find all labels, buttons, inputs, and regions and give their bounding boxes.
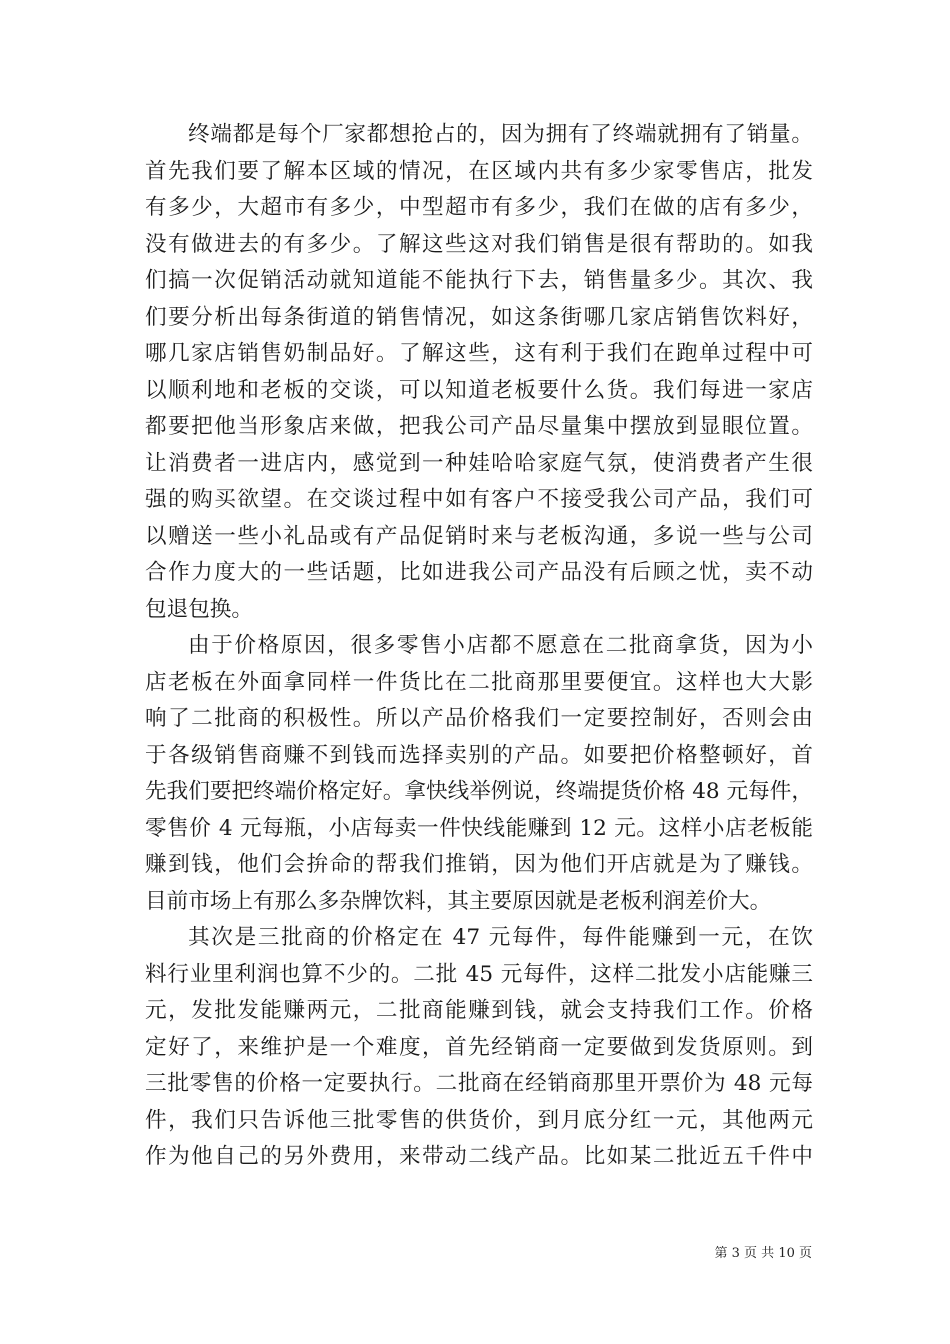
text-line: 合作力度大的一些话题，比如进我公司产品没有后顾之忧，卖不动: [145, 560, 813, 585]
text-line: 首先我们要了解本区域的情况，在区域内共有多少家零售店，批发: [145, 158, 813, 184]
text-line: 都要把他当形象店来做，把我公司产品尽量集中摆放到显眼位置。: [145, 414, 813, 439]
text-line: 三批零售的价格一定要执行。二批商在经销商那里开票价为 48 元每: [145, 1071, 813, 1096]
text-line: 终端都是每个厂家都想抢占的，因为拥有了终端就拥有了销量。: [188, 122, 813, 147]
text-line: 没有做进去的有多少。了解这些这对我们销售是很有帮助的。如我: [145, 231, 813, 257]
page-number: 第 3 页 共 10 页: [714, 1246, 812, 1261]
paragraph-2: [145, 628, 813, 920]
text-line: 响了二批商的积极性。所以产品价格我们一定要控制好，否则会由: [145, 706, 813, 731]
text-line: 强的购买欲望。在交谈过程中如有客户不接受我公司产品，我们可: [145, 487, 813, 512]
text-line: 们要分析出每条街道的销售情况，如这条街哪几家店销售饮料好，: [145, 304, 813, 330]
text-line: 元，发批发能赚两元，二批商能赚到钱，就会支持我们工作。价格: [145, 998, 813, 1023]
text-line: 们搞一次促销活动就知道能不能执行下去，销售量多少。其次、我: [145, 268, 813, 293]
text-line: 其次是三批商的价格定在 47 元每件，每件能赚到一元，在饮: [188, 925, 813, 950]
text-line: 料行业里利润也算不少的。二批 45 元每件，这样二批发小店能赚三: [145, 961, 813, 987]
text-line: 于各级销售商赚不到钱而选择卖别的产品。如要把价格整顿好，首: [145, 742, 813, 768]
text-line: 有多少，大超市有多少，中型超市有多少，我们在做的店有多少，: [145, 195, 813, 220]
text-line: 以顺利地和老板的交谈，可以知道老板要什么货。我们每进一家店: [145, 377, 813, 403]
text-line: 定好了，来维护是一个难度，首先经销商一定要做到发货原则。到: [145, 1034, 813, 1060]
text-line: 店老板在外面拿同样一件货比在二批商那里要便宜。这样也大大影: [145, 669, 813, 695]
text-line: 哪几家店销售奶制品好。了解这些，这有利于我们在跑单过程中可: [145, 341, 813, 366]
text-line: 由于价格原因，很多零售小店都不愿意在二批商拿货，因为小: [188, 633, 813, 658]
text-line: 以赠送一些小礼品或有产品促销时来与老板沟通，多说一些与公司: [145, 523, 813, 549]
text-line: 包退包换。: [145, 596, 253, 622]
text-line: 件，我们只告诉他三批零售的供货价，到月底分红一元，其他两元: [145, 1107, 813, 1133]
text-line: 作为他自己的另外费用，来带动二线产品。比如某二批近五千件中: [145, 1144, 813, 1169]
paragraph-1: [145, 117, 813, 628]
text-line: 先我们要把终端价格定好。拿快线举例说，终端提货价格 48 元每件，: [145, 779, 813, 804]
paragraph-3: [145, 920, 813, 1176]
text-line: 赚到钱，他们会拚命的帮我们推销，因为他们开店就是为了赚钱。: [145, 852, 813, 877]
body-text: [145, 117, 813, 1176]
text-line: 零售价 4 元每瓶，小店每卖一件快线能赚到 12 元。这样小店老板能: [145, 815, 813, 841]
text-line: 让消费者一进店内，感觉到一种娃哈哈家庭气氛，使消费者产生很: [145, 450, 813, 476]
text-line: 目前市场上有那么多杂牌饮料，其主要原因就是老板利润差价大。: [145, 888, 772, 914]
